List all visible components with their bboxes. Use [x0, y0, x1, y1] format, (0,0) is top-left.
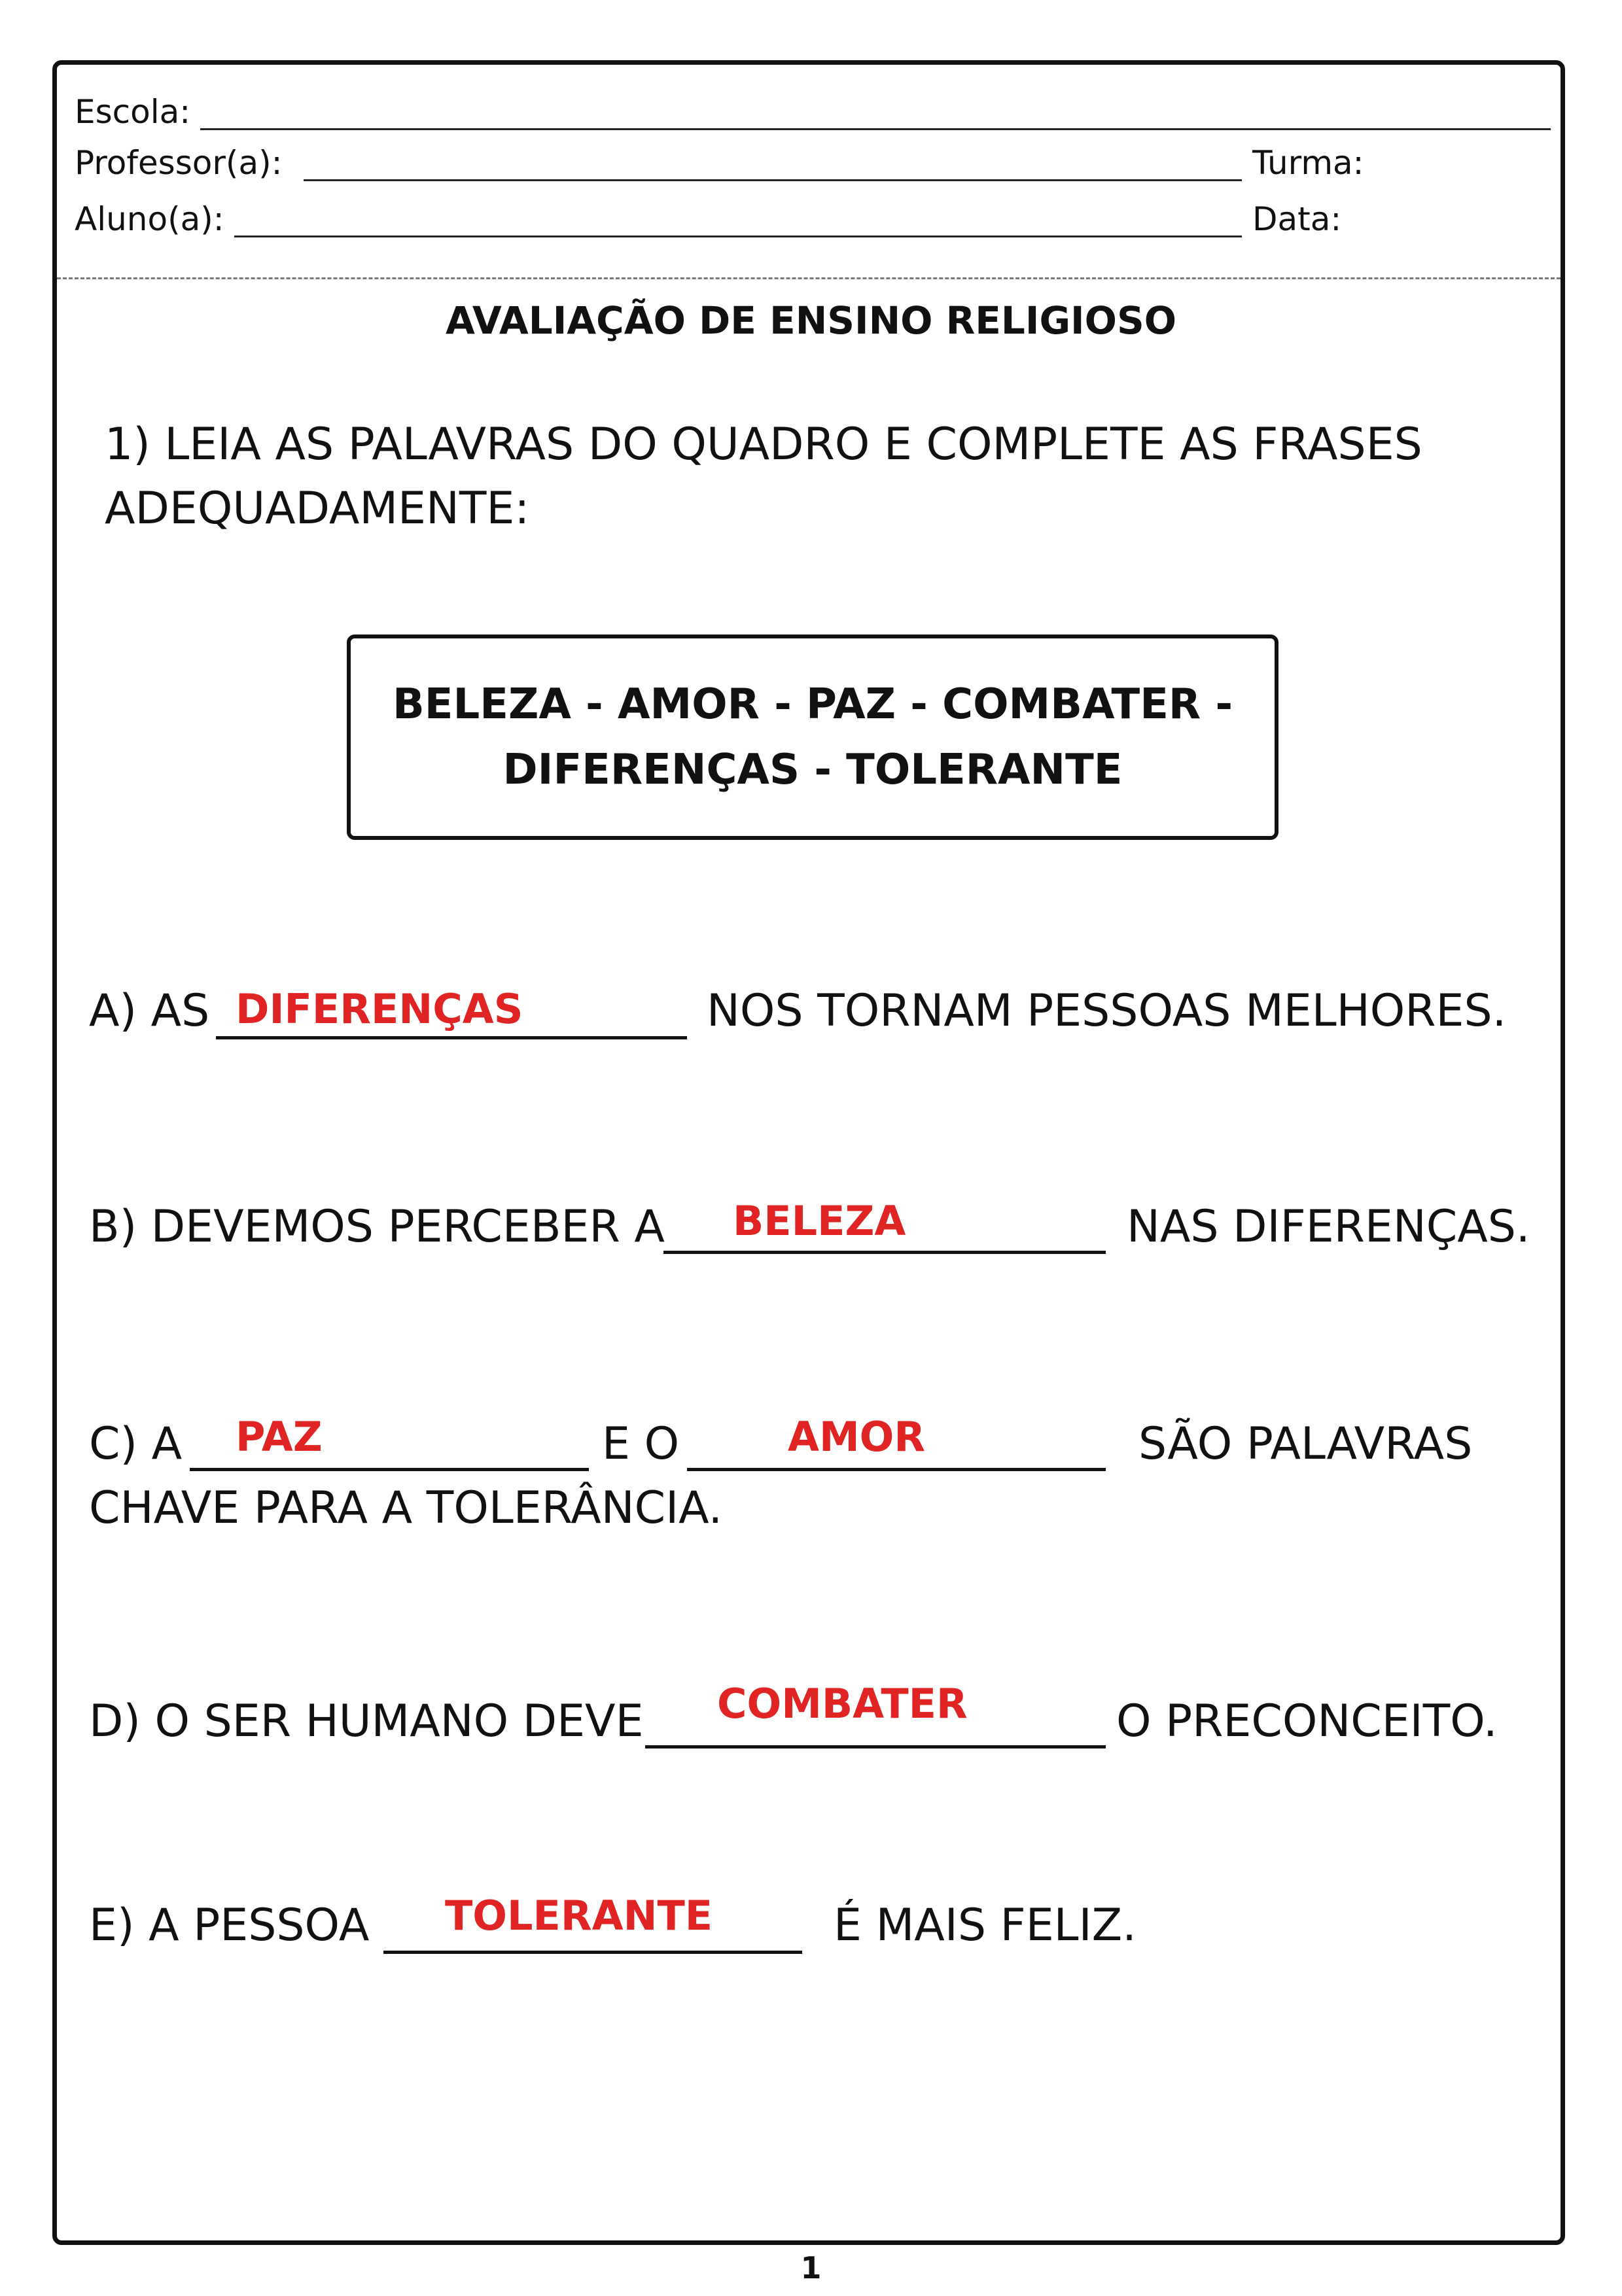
- item-b-answer: BELEZA: [733, 1197, 906, 1245]
- item-e-prefix: E) A PESSOA: [89, 1900, 370, 1951]
- item-a-answer: DIFERENÇAS: [236, 985, 523, 1033]
- page-number: 1: [800, 2250, 822, 2286]
- student-label: Aluno(a):: [75, 200, 224, 238]
- student-field[interactable]: [234, 235, 1242, 237]
- item-e-answer: TOLERANTE: [445, 1892, 713, 1939]
- item-d-suffix: O PRECONCEITO.: [1116, 1696, 1498, 1747]
- item-b-suffix: NAS DIFERENÇAS.: [1127, 1201, 1530, 1253]
- item-b-prefix: B) DEVEMOS PERCEBER A: [89, 1201, 665, 1253]
- word-box: [347, 635, 1278, 840]
- item-c-answer-1: PAZ: [236, 1413, 323, 1461]
- teacher-field[interactable]: [304, 179, 1242, 181]
- school-label: Escola:: [75, 93, 191, 131]
- word-box-line-2: DIFERENÇAS - TOLERANTE: [502, 746, 1123, 794]
- item-c-blank-1[interactable]: [190, 1468, 589, 1471]
- item-c-middle: E O: [602, 1418, 680, 1470]
- item-e-blank[interactable]: [383, 1951, 802, 1954]
- item-d-blank[interactable]: [645, 1745, 1106, 1748]
- date-label: Data:: [1252, 200, 1342, 238]
- item-e-suffix: É MAIS FELIZ.: [834, 1900, 1137, 1951]
- question-line-1: 1) LEIA AS PALAVRAS DO QUADRO E COMPLETE AS FRASES: [105, 419, 1422, 470]
- item-c-line-2: CHAVE PARA A TOLERÂNCIA.: [89, 1482, 723, 1534]
- item-b-blank[interactable]: [663, 1251, 1106, 1254]
- teacher-label: Professor(a):: [75, 144, 283, 182]
- page-title: AVALIAÇÃO DE ENSINO RELIGIOSO: [445, 298, 1177, 343]
- item-d-answer: COMBATER: [717, 1680, 968, 1728]
- header-divider: [57, 277, 1560, 279]
- item-a-suffix: NOS TORNAM PESSOAS MELHORES.: [707, 985, 1507, 1037]
- item-a-blank[interactable]: [216, 1036, 687, 1039]
- item-d-prefix: D) O SER HUMANO DEVE: [89, 1696, 644, 1747]
- item-a-prefix: A) AS: [89, 985, 210, 1037]
- class-label: Turma:: [1252, 144, 1364, 182]
- school-field[interactable]: [200, 128, 1551, 130]
- item-c-prefix: C) A: [89, 1418, 183, 1470]
- question-line-2: ADEQUADAMENTE:: [105, 483, 530, 534]
- item-c-blank-2[interactable]: [687, 1468, 1106, 1471]
- word-box-line-1: BELEZA - AMOR - PAZ - COMBATER -: [392, 680, 1233, 729]
- item-c-suffix: SÃO PALAVRAS: [1138, 1418, 1473, 1470]
- item-c-answer-2: AMOR: [788, 1413, 926, 1461]
